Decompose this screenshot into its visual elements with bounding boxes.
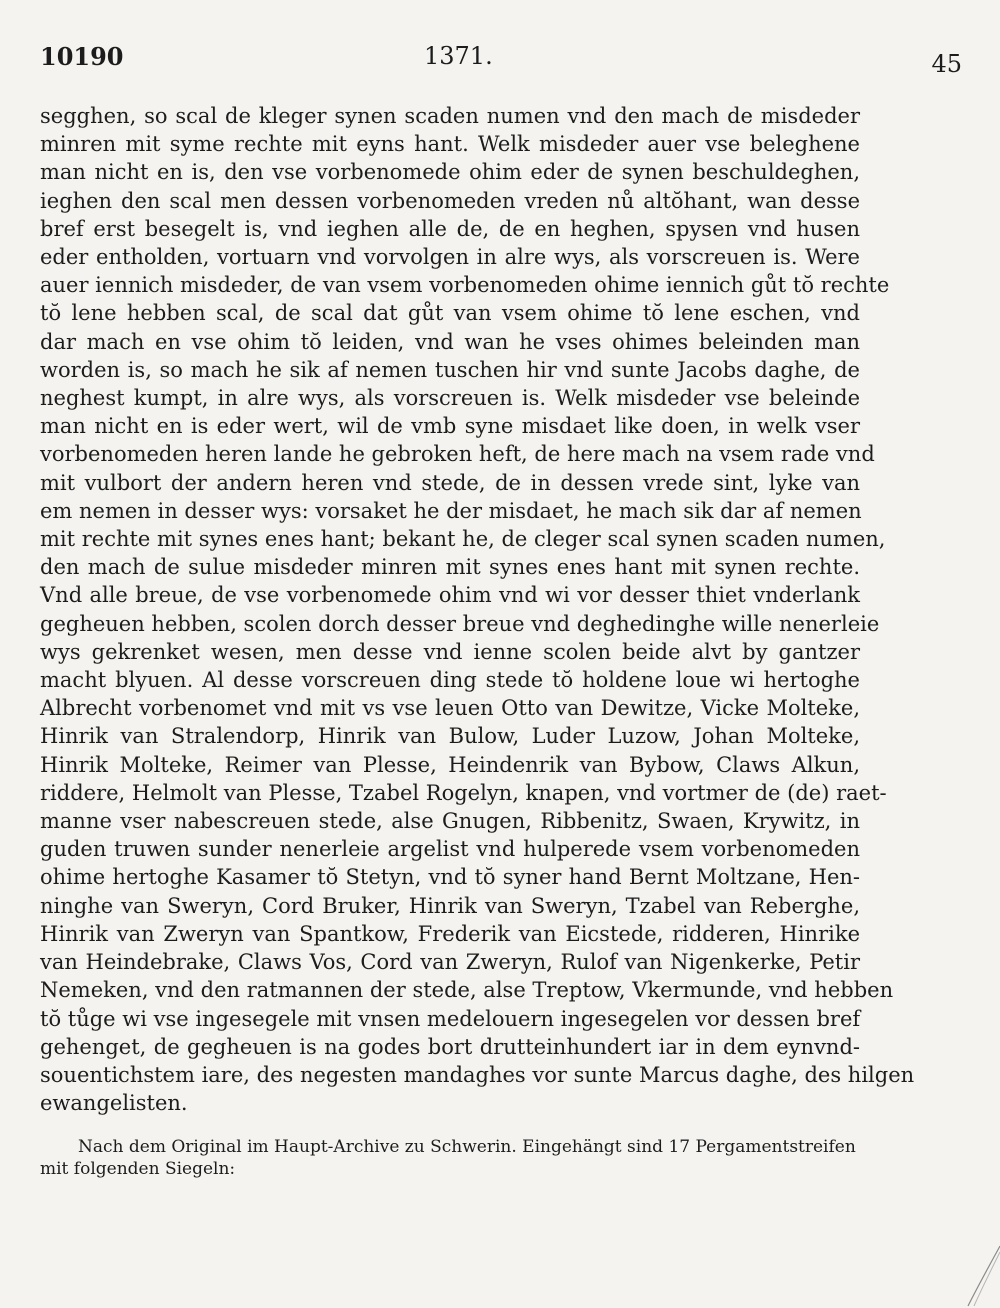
text-line: tŏ lene hebben scal, de scal dat gůt van vsem ohime tŏ lene eschen, vnd	[40, 301, 860, 326]
text-line: neghest kumpt, in alre wys, als vorscreuen is. Welk misdeder vse beleinde	[40, 386, 860, 411]
note-line: mit folgenden Siegeln:	[40, 1159, 236, 1179]
text-line: segghen, so scal de kleger synen scaden numen vnd den mach de misdeder	[40, 104, 860, 128]
text-line: ohime hertoghe Kasamer tŏ Stetyn, vnd tŏ syner hand Bernt Moltzane, Hen-	[40, 865, 860, 890]
footnote	[40, 1136, 856, 1180]
text-line: man nicht en is, den vse vorbenomede ohim eder de synen beschuldeghen,	[40, 160, 860, 185]
page-number: 45	[931, 50, 962, 78]
text-line: den mach de sulue misdeder minren mit synes enes hant mit synen rechte.	[40, 555, 860, 580]
text-line: Hinrik van Zweryn van Spantkow, Frederik van Eicstede, ridderen, Hinrike	[40, 921, 860, 946]
text-line: ieghen den scal men dessen vorbenomeden vreden nů altŏhant, wan desse	[40, 188, 860, 213]
header-year: 1371.	[424, 42, 493, 70]
text-line: gegheuen hebben, scolen dorch desser breue vnd deghedinghe wille nenerleie	[40, 611, 880, 636]
text-line: bref erst besegelt is, vnd ieghen alle de, de en heghen, spysen vnd husen	[40, 216, 860, 241]
text-line: souentichstem iare, des negesten mandaghes vor sunte Marcus daghe, des hilgen	[40, 1062, 915, 1087]
text-line: van Heindebrake, Claws Vos, Cord van Zweryn, Rulof van Nigenkerke, Petir	[40, 950, 860, 975]
text-line: worden is, so mach he sik af nemen tuschen hir vnd sunte Jacobs daghe, de	[40, 357, 860, 382]
text-line: Hinrik Molteke, Reimer van Plesse, Heindenrik van Bybow, Claws Alkun,	[40, 752, 860, 777]
text-line: tŏ tůge wi vse ingesegele mit vnsen medelouern ingesegelen vor dessen bref	[40, 1006, 861, 1031]
note-line: Nach dem Original im Haupt-Archive zu Schwerin. Eingehängt sind 17 Pergamentstreifen	[78, 1137, 856, 1157]
text-line: gehenget, de gegheuen is na godes bort drutteinhundert iar in dem eynvnd-	[40, 1034, 860, 1059]
text-line: riddere, Helmolt van Plesse, Tzabel Rogelyn, knapen, vnd vortmer de (de) raet-	[40, 780, 887, 805]
text-line: wys gekrenket wesen, men desse vnd ienne scolen beide alvt by gantzer	[40, 639, 860, 664]
text-line: eder entholden, vortuarn vnd vorvolgen in alre wys, als vorscreuen is. Were	[40, 245, 860, 270]
text-line: macht blyuen. Al desse vorscreuen ding stede tŏ holdene loue wi hertoghe	[40, 668, 860, 693]
text-line: mit rechte mit synes enes hant; bekant he, de cleger scal synen scaden numen,	[40, 527, 886, 552]
text-line: em nemen in desser wys: vorsaket he der misdaet, he mach sik dar af nemen	[40, 498, 862, 523]
main-text	[40, 102, 915, 1117]
text-line: mit vulbort der andern heren vnd stede, de in dessen vrede sint, lyke van	[40, 470, 860, 495]
text-line: dar mach en vse ohim tŏ leiden, vnd wan he vses ohimes beleinden man	[40, 329, 860, 354]
text-line: ninghe van Sweryn, Cord Bruker, Hinrik van Sweryn, Tzabel van Reberghe,	[40, 893, 860, 918]
text-line: guden truwen sunder nenerleie argelist vnd hulperede vsem vorbenomeden	[40, 837, 860, 862]
text-line: Albrecht vorbenomet vnd mit vs vse leuen Otto van Dewitze, Vicke Molteke,	[40, 696, 860, 721]
document-number: 10190	[40, 42, 124, 71]
text-line: auer iennich misdeder, de van vsem vorbenomeden ohime iennich gůt tŏ rechte	[40, 273, 890, 298]
page-header	[40, 42, 962, 82]
text-line: Vnd alle breue, de vse vorbenomede ohim vnd wi vor desser thiet vnderlank	[40, 583, 860, 608]
text-line: manne vser nabescreuen stede, alse Gnugen, Ribbenitz, Swaen, Krywitz, in	[40, 809, 860, 834]
text-line: man nicht en is eder wert, wil de vmb syne misdaet like doen, in welk vser	[40, 414, 860, 439]
text-line: ewangelisten.	[40, 1091, 188, 1116]
page-corner-curl	[960, 1238, 1000, 1308]
text-line: vorbenomeden heren lande he gebroken heft, de here mach na vsem rade vnd	[40, 442, 875, 467]
text-line: Nemeken, vnd den ratmannen der stede, alse Treptow, Vkermunde, vnd hebben	[40, 978, 894, 1003]
text-line: minren mit syme rechte mit eyns hant. Welk misdeder auer vse beleghene	[40, 132, 860, 157]
text-line: Hinrik van Stralendorp, Hinrik van Bulow, Luder Luzow, Johan Molteke,	[40, 724, 860, 749]
